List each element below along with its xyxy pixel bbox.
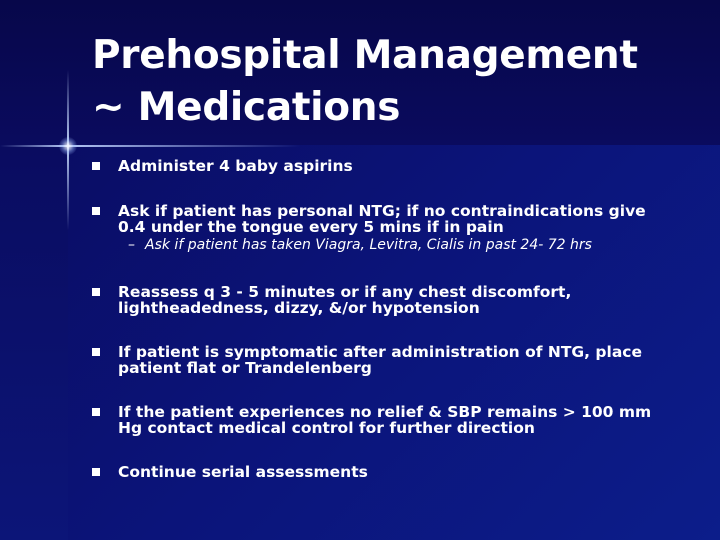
bullet-text-line: Hg contact medical control for further direction	[118, 419, 535, 437]
slide-title-line-2: ~ Medications	[92, 85, 401, 130]
bullet-text-line: patient flat or Trandelenberg	[118, 359, 372, 377]
sparkle-horizontal-line	[0, 145, 300, 147]
left-accent-band	[0, 145, 68, 540]
bullet-text-line: lightheadedness, dizzy, &/or hypotension	[118, 299, 480, 317]
sub-bullet	[128, 237, 688, 254]
bullet-marker-icon	[92, 408, 100, 416]
bullet-marker-icon	[92, 288, 100, 296]
bullet-marker-icon	[92, 468, 100, 476]
slide-title	[92, 30, 702, 134]
bullet-text-line: If patient is symptomatic after administration of NTG, place	[118, 343, 643, 361]
sub-bullet-text: Ask if patient has taken Viagra, Levitra, Cialis in past 24- 72 hrs	[145, 237, 592, 253]
bullet-marker-icon	[92, 348, 100, 356]
bullet-text-line: Ask if patient has personal NTG; if no contraindications give	[118, 202, 646, 220]
bullet-text-line: 0.4 under the tongue every 5 mins if in pain	[118, 218, 504, 236]
slide-title-line-1: Prehospital Management	[92, 33, 638, 78]
sub-bullet-dash: –	[128, 237, 135, 253]
bullet-text-line: Administer 4 baby aspirins	[118, 157, 353, 175]
bullet-text-line: Continue serial assessments	[118, 463, 368, 481]
bullet-marker-icon	[92, 207, 100, 215]
bullet-text-line: If the patient experiences no relief & SBP remains > 100 mm	[118, 403, 652, 421]
sparkle-icon	[59, 137, 77, 155]
bullet-marker-icon	[92, 162, 100, 170]
bullet-text-line: Reassess q 3 - 5 minutes or if any chest discomfort,	[118, 283, 572, 301]
